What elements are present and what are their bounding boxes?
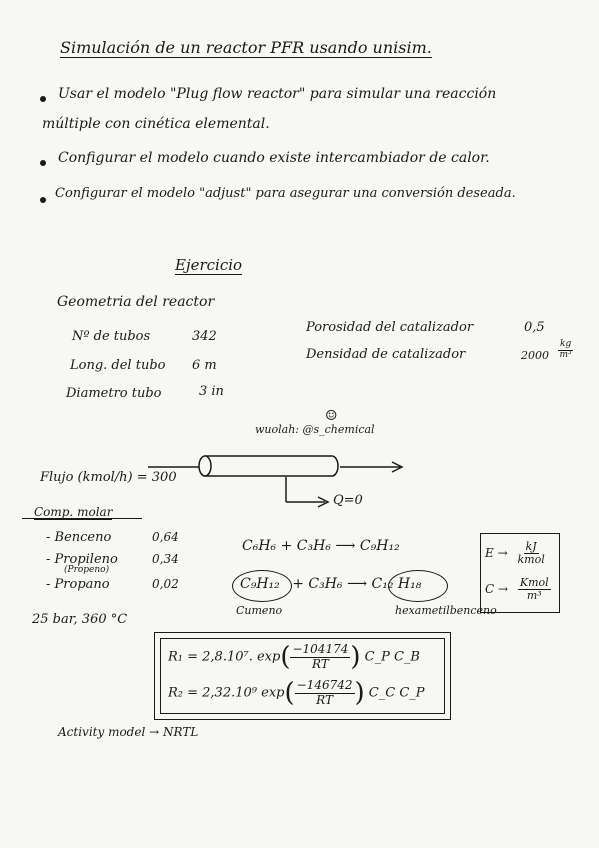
r1-reactant-b: + C₃H₆ bbox=[280, 538, 331, 554]
comp-value-propano: 0,02 bbox=[152, 577, 179, 591]
c-unit: C → $\frac{\text{Kmol}}{\text{m³}}$ bbox=[485, 576, 549, 603]
reactor-end bbox=[199, 456, 211, 476]
comp-name-benceno: - Benceno bbox=[46, 530, 112, 545]
diameter-value: 3 in bbox=[199, 384, 224, 399]
rate-2: R₂ = 2,32.10⁹ exp( $\frac{-146742}{RT}$ ) C_C C_P bbox=[168, 678, 425, 708]
cumeno-label: Cumeno bbox=[236, 604, 283, 617]
watermark: wuolah: @s_chemical bbox=[255, 423, 375, 436]
length-value: 6 m bbox=[192, 358, 217, 373]
r1-product: C₉H₁₂ bbox=[359, 538, 400, 554]
rate-1: R₁ = 2,8.10⁷. exp( $\frac{-104174}{RT}$ ) C_P C_B bbox=[168, 642, 420, 672]
r1-arrow: ⟶ bbox=[335, 538, 356, 554]
hexametil-label: hexametilbenceno bbox=[395, 604, 497, 617]
comp-note-propeno: (Propeno) bbox=[64, 565, 110, 575]
q-label: Q=0 bbox=[333, 493, 363, 508]
diameter-label: Diametro tubo bbox=[66, 386, 162, 401]
comp-name-propileno: - Propileno bbox=[46, 552, 118, 567]
bullet-dot bbox=[40, 197, 46, 203]
bullet-1-line-1: Usar el modelo "Plug flow reactor" para simular una reacción bbox=[58, 86, 497, 102]
r2-arrow: ⟶ bbox=[347, 576, 368, 592]
reactor-diagram bbox=[0, 450, 599, 510]
tubes-label: Nº de tubos bbox=[72, 329, 151, 344]
reactor-tube bbox=[205, 456, 338, 476]
e-unit: E → $\frac{kJ}{\text{kmol}}$ bbox=[485, 540, 545, 567]
smiley-icon: ☺ bbox=[325, 408, 338, 424]
length-label: Long. del tubo bbox=[70, 358, 166, 373]
bullet-dot bbox=[40, 96, 46, 102]
density-label: Densidad de catalizador bbox=[306, 347, 466, 362]
page-title: Simulación de un reactor PFR usando unisim. bbox=[60, 38, 432, 57]
geometry-heading: Geometria del reactor bbox=[57, 294, 215, 310]
bullet-1-line-2: múltiple con cinética elemental. bbox=[42, 116, 270, 132]
flow-label: Flujo (kmol/h) = 300 bbox=[40, 470, 177, 485]
composition-underline bbox=[22, 518, 142, 519]
r2-reactant-b: + C₃H₆ bbox=[292, 576, 343, 592]
tubes-value: 342 bbox=[192, 329, 217, 344]
r1-reactant-a: C₆H₆ bbox=[242, 538, 277, 554]
density-unit: $\frac{kg}{\text{m³}}$ bbox=[559, 339, 572, 360]
reaction-1 bbox=[242, 538, 400, 554]
reaction-2 bbox=[240, 576, 421, 592]
composition-heading: Comp. molar bbox=[34, 505, 113, 519]
r2-product: C₁₂ H₁₈ bbox=[371, 576, 422, 592]
porosity-label: Porosidad del catalizador bbox=[306, 320, 474, 335]
bullet-dot bbox=[40, 160, 46, 166]
comp-name-propano: - Propano bbox=[46, 577, 110, 592]
exercise-heading: Ejercicio bbox=[175, 256, 243, 274]
conditions: 25 bar, 360 °C bbox=[32, 612, 128, 627]
bullet-2: Configurar el modelo cuando existe intercambiador de calor. bbox=[58, 150, 490, 166]
bullet-3: Configurar el modelo "adjust" para asegurar una conversión deseada. bbox=[55, 186, 516, 201]
porosity-value: 0,5 bbox=[524, 320, 545, 335]
density-value: 2000 bbox=[521, 349, 549, 362]
activity-model: Activity model → NRTL bbox=[58, 725, 199, 739]
r2-reactant-a: C₉H₁₂ bbox=[240, 576, 280, 592]
comp-value-propileno: 0,34 bbox=[152, 552, 179, 566]
comp-value-benceno: 0,64 bbox=[152, 530, 179, 544]
